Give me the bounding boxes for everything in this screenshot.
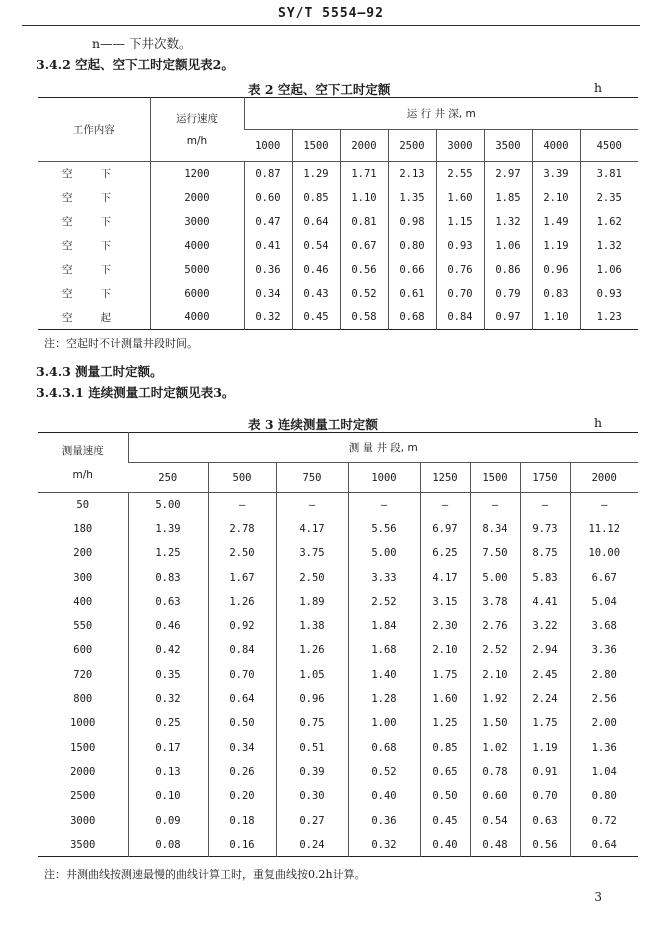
- table-row: [38, 565, 638, 589]
- t3-speed-cell: 2500: [70, 790, 96, 803]
- t3-speed-cell: 2000: [70, 765, 96, 778]
- t2-work-char: 下: [100, 216, 111, 228]
- t3-speed-cell: 1500: [70, 741, 96, 754]
- t3-value-cell: 0.63: [520, 808, 570, 832]
- t3-value-cell: 1.60: [420, 687, 470, 711]
- table-row: [38, 760, 638, 784]
- t2-speed-cell: 4000: [150, 306, 244, 330]
- t3-value-cell: 3.36: [570, 638, 638, 662]
- table-row: [38, 282, 638, 306]
- t3-value-cell: 3.22: [520, 614, 570, 638]
- table-row: [38, 784, 638, 808]
- t3-value-cell: 2.80: [570, 663, 638, 687]
- n-definition: n—— 下井次数。: [92, 36, 192, 51]
- t2-header-work: 工作内容: [38, 98, 150, 162]
- t3-value-cell: 0.72: [570, 808, 638, 832]
- t3-value-cell: 2.10: [420, 638, 470, 662]
- t2-work-cell: [38, 162, 150, 186]
- t2-value-cell: 1.62: [580, 210, 638, 234]
- t2-work-char: 空: [62, 264, 73, 276]
- t2-work-char: 下: [100, 264, 111, 276]
- t3-value-cell: 0.70: [520, 784, 570, 808]
- t2-speed-cell: 2000: [150, 186, 244, 210]
- table-row: [38, 517, 638, 541]
- t3-value-cell: —: [470, 493, 520, 517]
- t3-value-cell: 1.28: [348, 687, 420, 711]
- t2-speed-cell: 4000: [150, 234, 244, 258]
- t2-value-cell: 0.76: [436, 258, 484, 282]
- t3-value-cell: 0.56: [520, 833, 570, 857]
- t3-speed-cell: 800: [73, 693, 93, 706]
- t3-value-cell: 1.92: [470, 687, 520, 711]
- t2-value-cell: 0.61: [388, 282, 436, 306]
- t3-value-cell: 3.68: [570, 614, 638, 638]
- table-row: [38, 541, 638, 565]
- t2-value-cell: 2.55: [436, 162, 484, 186]
- t3-value-cell: 0.16: [208, 833, 276, 857]
- table2: [38, 97, 638, 330]
- t2-work-cell: [38, 186, 150, 210]
- t3-value-cell: 0.20: [208, 784, 276, 808]
- t3-value-cell: 0.39: [276, 760, 348, 784]
- table-row: [38, 711, 638, 735]
- t3-value-cell: 2.50: [276, 565, 348, 589]
- t3-value-cell: 1.75: [420, 663, 470, 687]
- t3-value-cell: 2.50: [208, 541, 276, 565]
- t3-value-cell: 0.17: [128, 735, 208, 759]
- table-row: [38, 833, 638, 857]
- t3-value-cell: 1.26: [276, 638, 348, 662]
- t3-value-cell: 5.00: [470, 565, 520, 589]
- t3-speed-cell: 1000: [70, 717, 96, 730]
- t2-depth-header: 2500: [388, 130, 436, 162]
- t3-value-cell: 4.41: [520, 590, 570, 614]
- t3-value-cell: 0.24: [276, 833, 348, 857]
- t2-value-cell: 0.56: [340, 258, 388, 282]
- t3-segment-header: 2000: [570, 463, 638, 493]
- t2-value-cell: 0.52: [340, 282, 388, 306]
- t2-speed-cell: 5000: [150, 258, 244, 282]
- t2-header-speed-unit: m/h: [186, 134, 208, 147]
- t3-value-cell: 0.50: [420, 784, 470, 808]
- t3-body: [38, 493, 638, 857]
- t3-value-cell: —: [570, 493, 638, 517]
- t3-value-cell: 1.26: [208, 590, 276, 614]
- t3-value-cell: 2.52: [348, 590, 420, 614]
- t3-segment-header: 1250: [420, 463, 470, 493]
- t3-value-cell: 1.67: [208, 565, 276, 589]
- t3-segment-header: 500: [208, 463, 276, 493]
- t3-segment-header: 250: [128, 463, 208, 493]
- t3-value-cell: 0.34: [208, 735, 276, 759]
- t3-value-cell: 2.45: [520, 663, 570, 687]
- t3-value-cell: 7.50: [470, 541, 520, 565]
- t3-value-cell: 5.56: [348, 517, 420, 541]
- t2-value-cell: 1.35: [388, 186, 436, 210]
- t3-value-cell: 1.39: [128, 517, 208, 541]
- t3-value-cell: 1.38: [276, 614, 348, 638]
- page-number: 3: [594, 890, 602, 904]
- t3-value-cell: 6.25: [420, 541, 470, 565]
- t3-speed-cell: 720: [73, 668, 93, 681]
- t2-value-cell: 1.19: [532, 234, 580, 258]
- t3-value-cell: 10.00: [570, 541, 638, 565]
- table2-unit: h: [594, 80, 603, 95]
- table-row: [38, 306, 638, 330]
- t3-value-cell: 0.09: [128, 808, 208, 832]
- t2-value-cell: 2.13: [388, 162, 436, 186]
- t2-depth-header: 3000: [436, 130, 484, 162]
- t2-value-cell: 0.97: [484, 306, 532, 330]
- t2-value-cell: 1.29: [292, 162, 340, 186]
- t2-value-cell: 1.85: [484, 186, 532, 210]
- t3-value-cell: 2.30: [420, 614, 470, 638]
- t3-value-cell: 1.36: [570, 735, 638, 759]
- t2-value-cell: 0.66: [388, 258, 436, 282]
- t3-value-cell: 0.13: [128, 760, 208, 784]
- t3-value-cell: —: [420, 493, 470, 517]
- t3-speed-cell: 180: [73, 522, 93, 535]
- t2-work-char: 空: [62, 240, 73, 252]
- t3-value-cell: 1.89: [276, 590, 348, 614]
- t3-value-cell: 0.25: [128, 711, 208, 735]
- t3-value-cell: 9.73: [520, 517, 570, 541]
- t3-value-cell: —: [276, 493, 348, 517]
- t2-value-cell: 0.93: [580, 282, 638, 306]
- t2-header-speed: [150, 98, 244, 162]
- t3-value-cell: 0.84: [208, 638, 276, 662]
- t3-value-cell: 1.04: [570, 760, 638, 784]
- t2-work-cell: [38, 282, 150, 306]
- t2-depth-header: 4500: [580, 130, 638, 162]
- t3-value-cell: 1.25: [420, 711, 470, 735]
- t3-value-cell: 1.40: [348, 663, 420, 687]
- t2-value-cell: 0.60: [244, 186, 292, 210]
- t2-value-cell: 0.34: [244, 282, 292, 306]
- t2-value-cell: 0.70: [436, 282, 484, 306]
- t2-speed-cell: 3000: [150, 210, 244, 234]
- t2-value-cell: 3.39: [532, 162, 580, 186]
- t2-value-cell: 0.98: [388, 210, 436, 234]
- t3-segment-header: 1750: [520, 463, 570, 493]
- standard-code-header: SY/T 5554—92: [278, 6, 384, 21]
- t3-value-cell: 8.34: [470, 517, 520, 541]
- t3-value-cell: 1.05: [276, 663, 348, 687]
- t3-value-cell: 1.75: [520, 711, 570, 735]
- t3-value-cell: 0.36: [348, 808, 420, 832]
- t2-value-cell: 0.85: [292, 186, 340, 210]
- t3-segment-header: 1500: [470, 463, 520, 493]
- t2-work-cell: [38, 306, 150, 330]
- table-row: [38, 234, 638, 258]
- t2-body: [38, 162, 638, 330]
- t3-value-cell: —: [348, 493, 420, 517]
- t3-segment-header: 750: [276, 463, 348, 493]
- t3-speed-cell: 600: [73, 644, 93, 657]
- t3-value-cell: 0.64: [570, 833, 638, 857]
- t2-speed-cell: 1200: [150, 162, 244, 186]
- t3-value-cell: 0.92: [208, 614, 276, 638]
- t3-value-cell: 0.63: [128, 590, 208, 614]
- t3-value-cell: 2.56: [570, 687, 638, 711]
- t3-speed-cell: 50: [76, 498, 90, 511]
- t3-value-cell: 0.30: [276, 784, 348, 808]
- table3: [38, 432, 638, 857]
- t3-value-cell: 3.78: [470, 590, 520, 614]
- t3-value-cell: 0.10: [128, 784, 208, 808]
- t3-value-cell: 0.80: [570, 784, 638, 808]
- t3-value-cell: 6.67: [570, 565, 638, 589]
- t3-value-cell: 6.97: [420, 517, 470, 541]
- t3-value-cell: 3.15: [420, 590, 470, 614]
- t3-value-cell: 0.08: [128, 833, 208, 857]
- t3-value-cell: 0.78: [470, 760, 520, 784]
- t2-work-char: 空: [62, 311, 73, 324]
- table-row: [38, 590, 638, 614]
- t3-value-cell: 0.26: [208, 760, 276, 784]
- table-row: [38, 493, 638, 517]
- t3-value-cell: 5.83: [520, 565, 570, 589]
- t2-value-cell: 0.67: [340, 234, 388, 258]
- t3-speed-cell: 3000: [70, 814, 96, 827]
- t3-value-cell: 1.84: [348, 614, 420, 638]
- t3-value-cell: 0.54: [470, 808, 520, 832]
- t3-value-cell: 1.25: [128, 541, 208, 565]
- t2-speed-cell: 6000: [150, 282, 244, 306]
- t3-value-cell: 0.42: [128, 638, 208, 662]
- t2-value-cell: 0.36: [244, 258, 292, 282]
- t2-work-char: 空: [62, 168, 73, 181]
- t3-header-speed-unit: m/h: [72, 468, 93, 481]
- t2-value-cell: 2.35: [580, 186, 638, 210]
- table-row: [38, 210, 638, 234]
- t3-value-cell: 0.68: [348, 735, 420, 759]
- table-row: [38, 687, 638, 711]
- t3-value-cell: 5.00: [348, 541, 420, 565]
- t3-value-cell: 0.27: [276, 808, 348, 832]
- t3-value-cell: 0.75: [276, 711, 348, 735]
- t3-value-cell: 0.40: [420, 833, 470, 857]
- t3-value-cell: 0.32: [128, 687, 208, 711]
- t3-value-cell: 5.00: [128, 493, 208, 517]
- t3-value-cell: 0.45: [420, 808, 470, 832]
- t2-work-cell: [38, 210, 150, 234]
- table-row: [38, 614, 638, 638]
- section-3-4-3: 3.4.3 测量工时定额。: [36, 364, 163, 379]
- t3-value-cell: 2.78: [208, 517, 276, 541]
- section-3-4-2: 3.4.2 空起、空下工时定额见表2。: [36, 57, 234, 72]
- t3-value-cell: 4.17: [276, 517, 348, 541]
- t2-value-cell: 0.86: [484, 258, 532, 282]
- t3-value-cell: 1.50: [470, 711, 520, 735]
- t2-value-cell: 1.32: [484, 210, 532, 234]
- t3-value-cell: 0.51: [276, 735, 348, 759]
- t2-value-cell: 2.10: [532, 186, 580, 210]
- header-rule: [22, 25, 640, 26]
- t3-value-cell: 0.32: [348, 833, 420, 857]
- t3-speed-cell: 200: [73, 547, 93, 560]
- t2-depth-header: 1000: [244, 130, 292, 162]
- t3-value-cell: 2.24: [520, 687, 570, 711]
- t2-value-cell: 0.58: [340, 306, 388, 330]
- t2-value-cell: 1.23: [580, 306, 638, 330]
- t2-value-cell: 0.96: [532, 258, 580, 282]
- t2-work-char: 空: [62, 288, 73, 300]
- t3-value-cell: 3.33: [348, 565, 420, 589]
- t3-value-cell: 0.18: [208, 808, 276, 832]
- table-row: [38, 735, 638, 759]
- t2-value-cell: 0.64: [292, 210, 340, 234]
- t2-value-cell: 0.47: [244, 210, 292, 234]
- t2-value-cell: 1.06: [580, 258, 638, 282]
- t2-value-cell: 0.54: [292, 234, 340, 258]
- t3-speed-cell: 550: [73, 620, 93, 633]
- t3-value-cell: 1.68: [348, 638, 420, 662]
- t3-value-cell: 2.00: [570, 711, 638, 735]
- t3-value-cell: 0.91: [520, 760, 570, 784]
- t2-value-cell: 0.43: [292, 282, 340, 306]
- t3-value-cell: 11.12: [570, 517, 638, 541]
- t3-value-cell: 0.35: [128, 663, 208, 687]
- t3-value-cell: 0.83: [128, 565, 208, 589]
- t2-value-cell: 1.10: [340, 186, 388, 210]
- t2-depth-header: 1500: [292, 130, 340, 162]
- t2-value-cell: 2.97: [484, 162, 532, 186]
- t3-value-cell: 0.96: [276, 687, 348, 711]
- t2-work-char: 空: [62, 192, 73, 204]
- t2-depth-header: 3500: [484, 130, 532, 162]
- table2-note: 注：空起时不计测量井段时间。: [44, 337, 198, 350]
- t3-value-cell: 0.85: [420, 735, 470, 759]
- t2-work-char: 起: [100, 311, 111, 324]
- t3-speed-cell: 3500: [70, 838, 96, 851]
- table-row: [38, 186, 638, 210]
- t3-speed-cell: 400: [73, 595, 93, 608]
- t2-value-cell: 0.84: [436, 306, 484, 330]
- t3-value-cell: 3.75: [276, 541, 348, 565]
- t3-group-header: 测 量 井 段, m: [128, 433, 638, 463]
- t3-speed-cell: 300: [73, 571, 93, 584]
- table2-caption: 表 2 空起、空下工时定额: [248, 82, 391, 97]
- t2-value-cell: 0.87: [244, 162, 292, 186]
- t2-value-cell: 0.32: [244, 306, 292, 330]
- t3-value-cell: 4.17: [420, 565, 470, 589]
- t3-value-cell: 0.50: [208, 711, 276, 735]
- t2-work-char: 下: [100, 288, 111, 300]
- t2-work-cell: [38, 234, 150, 258]
- t2-value-cell: 1.06: [484, 234, 532, 258]
- table3-note: 注：井测曲线按测速最慢的曲线计算工时，重复曲线按0.2h计算。: [44, 868, 366, 881]
- table-row: [38, 162, 638, 186]
- t2-work-cell: [38, 258, 150, 282]
- section-3-4-3-1: 3.4.3.1 连续测量工时定额见表3。: [36, 385, 235, 400]
- t2-value-cell: 0.68: [388, 306, 436, 330]
- t2-value-cell: 1.49: [532, 210, 580, 234]
- t2-value-cell: 0.79: [484, 282, 532, 306]
- t3-value-cell: 0.65: [420, 760, 470, 784]
- t3-value-cell: 0.70: [208, 663, 276, 687]
- table-row: [38, 663, 638, 687]
- t3-value-cell: 2.94: [520, 638, 570, 662]
- t3-segment-row: [38, 463, 638, 493]
- t2-work-char: 空: [62, 216, 73, 228]
- t2-value-cell: 0.81: [340, 210, 388, 234]
- t3-segment-header: 1000: [348, 463, 420, 493]
- t2-value-cell: 0.45: [292, 306, 340, 330]
- t3-header-speed-label: 测量速度: [61, 444, 104, 457]
- t3-value-cell: 0.52: [348, 760, 420, 784]
- table3-unit: h: [594, 415, 603, 430]
- t2-work-char: 下: [100, 168, 111, 181]
- t3-value-cell: 1.19: [520, 735, 570, 759]
- t2-work-char: 下: [100, 192, 111, 204]
- t3-value-cell: 0.60: [470, 784, 520, 808]
- t3-value-cell: 8.75: [520, 541, 570, 565]
- t3-value-cell: 0.48: [470, 833, 520, 857]
- t3-value-cell: —: [520, 493, 570, 517]
- t2-value-cell: 1.10: [532, 306, 580, 330]
- table-row: [38, 258, 638, 282]
- t3-value-cell: 0.40: [348, 784, 420, 808]
- t3-value-cell: 2.10: [470, 663, 520, 687]
- t2-value-cell: 0.46: [292, 258, 340, 282]
- t2-depth-header: 2000: [340, 130, 388, 162]
- t3-header-speed: [38, 433, 128, 493]
- table-row: [38, 638, 638, 662]
- t2-value-cell: 1.71: [340, 162, 388, 186]
- t2-group-header: 运 行 井 深, m: [244, 98, 638, 130]
- table3-caption: 表 3 连续测量工时定额: [248, 417, 378, 432]
- t2-depth-header: 4000: [532, 130, 580, 162]
- t3-value-cell: —: [208, 493, 276, 517]
- t2-work-char: 下: [100, 240, 111, 252]
- t2-value-cell: 0.80: [388, 234, 436, 258]
- t3-value-cell: 2.52: [470, 638, 520, 662]
- t2-value-cell: 3.81: [580, 162, 638, 186]
- t2-value-cell: 0.83: [532, 282, 580, 306]
- t2-value-cell: 0.41: [244, 234, 292, 258]
- t2-value-cell: 1.60: [436, 186, 484, 210]
- t3-value-cell: 1.02: [470, 735, 520, 759]
- t3-value-cell: 0.64: [208, 687, 276, 711]
- t3-value-cell: 0.46: [128, 614, 208, 638]
- t3-value-cell: 2.76: [470, 614, 520, 638]
- t2-header-speed-label: 运行速度: [176, 112, 218, 125]
- t3-value-cell: 1.00: [348, 711, 420, 735]
- t2-value-cell: 1.15: [436, 210, 484, 234]
- t2-value-cell: 1.32: [580, 234, 638, 258]
- t2-value-cell: 0.93: [436, 234, 484, 258]
- table-row: [38, 808, 638, 832]
- t3-value-cell: 5.04: [570, 590, 638, 614]
